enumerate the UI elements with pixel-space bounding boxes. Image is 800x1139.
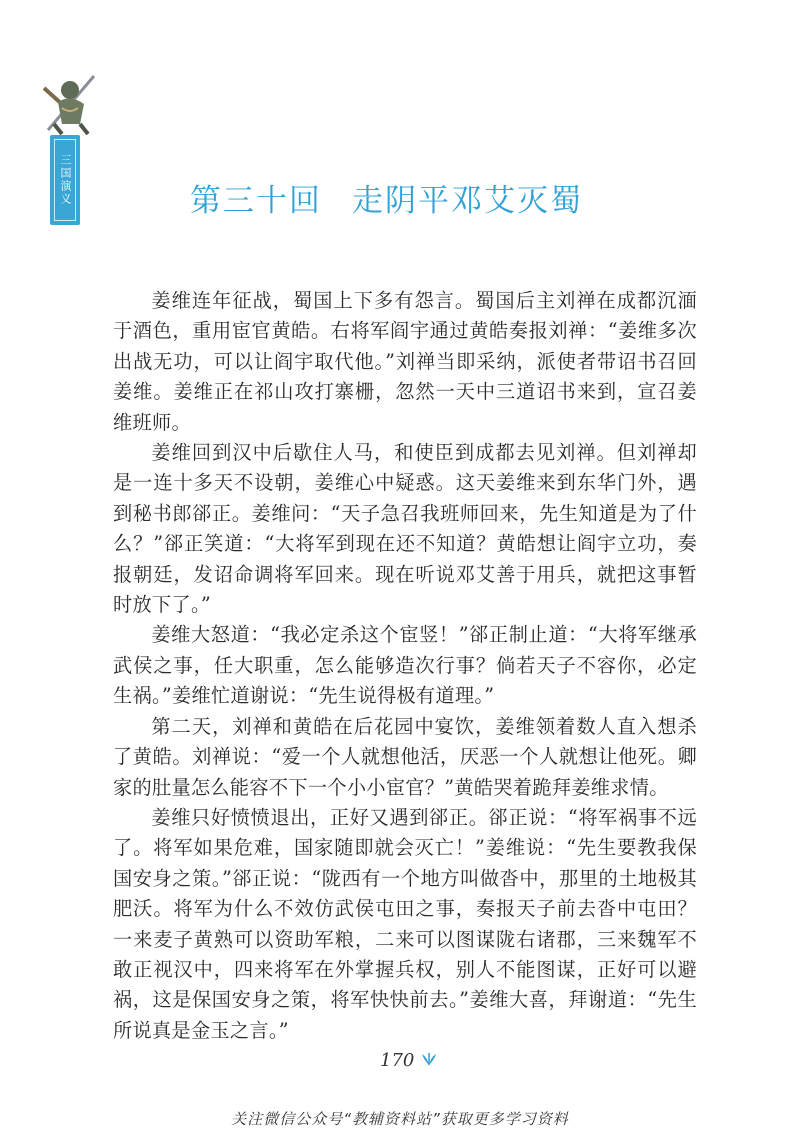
- warrior-illustration: [40, 68, 102, 138]
- paragraph: 姜维大怒道：“我必定杀这个宦竖！”郤正制止道：“大将军继承武侯之事，任大职重，怎么能够造次行事？倘若天子不容你，必定生祸。”姜维忙道谢说：“先生说得极有道理。”: [113, 623, 697, 708]
- paragraph: 姜维连年征战，蜀国上下多有怨言。蜀国后主刘禅在成都沉湎于酒色，重用宦官黄皓。右将军阎宇通过黄皓奏报刘禅：“姜维多次出战无功，可以让阎宇取代他。”刘禅当即采纳，派使者带诏书召回姜维。姜维正在祁山攻打寨栅，忽然一天中三道诏书来到，宣召姜维班师。: [113, 289, 697, 434]
- leaf-ornament-icon: [420, 1050, 438, 1071]
- paragraph: 姜维回到汉中后歇住人马，和使臣到成都去见刘禅。但刘禅却是一连十多天不设朝，姜维心中疑惑。这天姜维来到东华门外，遇到秘书郎郤正。姜维问：“天子急召我班师回来，先生知道是为了什么？”郤正笑道：“大将军到现在还不知道？黄皓想让阎宇立功，奏报朝廷，发诏命调将军回来。现在听说邓艾善于用兵，就把这事暂时放下了。”: [113, 441, 697, 617]
- chapter-number: 第三十回: [190, 183, 322, 219]
- page-footer: [380, 1050, 438, 1071]
- chapter-heading: [190, 175, 630, 220]
- book-series-label: 三国演义: [59, 154, 72, 206]
- paragraph: 姜维只好愤愤退出，正好又遇到郤正。郤正说：“将军祸事不远了。将军如果危难，国家随即就会灭亡！”姜维说：“先生要教我保国安身之策。”郤正说：“陇西有一个地方叫做沓中，那里的土地极其肥沃。将军为什么不效仿武侯屯田之事，奏报天子前去沓中屯田？一来麦子黄熟可以资助军粮，二来可以图谋陇右诸郡，三来魏军不敢正视汉中，四来将军在外掌握兵权，别人不能图谋，正好可以避祸，这是保国安身之策，将军快快前去。”姜维大喜，拜谢道：“先生所说真是金玉之言。”: [113, 805, 697, 1042]
- paragraph: 第二天，刘禅和黄皓在后花园中宴饮，姜维领着数人直入想杀了黄皓。刘禅说：“爱一个人就想他活，厌恶一个人就想让他死。卿家的肚量怎么能容不下一个小小宦官？”黄皓哭着跪拜姜维求情。: [113, 714, 697, 799]
- chapter-body: [113, 286, 697, 1046]
- chapter-title: 走阴平邓艾灭蜀: [352, 183, 583, 219]
- watermark-text: 关注微信公众号“教辅资料站”获取更多学习资料: [231, 1110, 569, 1128]
- page-number: 170: [380, 1050, 415, 1071]
- book-series-tab: [50, 135, 80, 225]
- book-series-tab-border: [54, 139, 76, 221]
